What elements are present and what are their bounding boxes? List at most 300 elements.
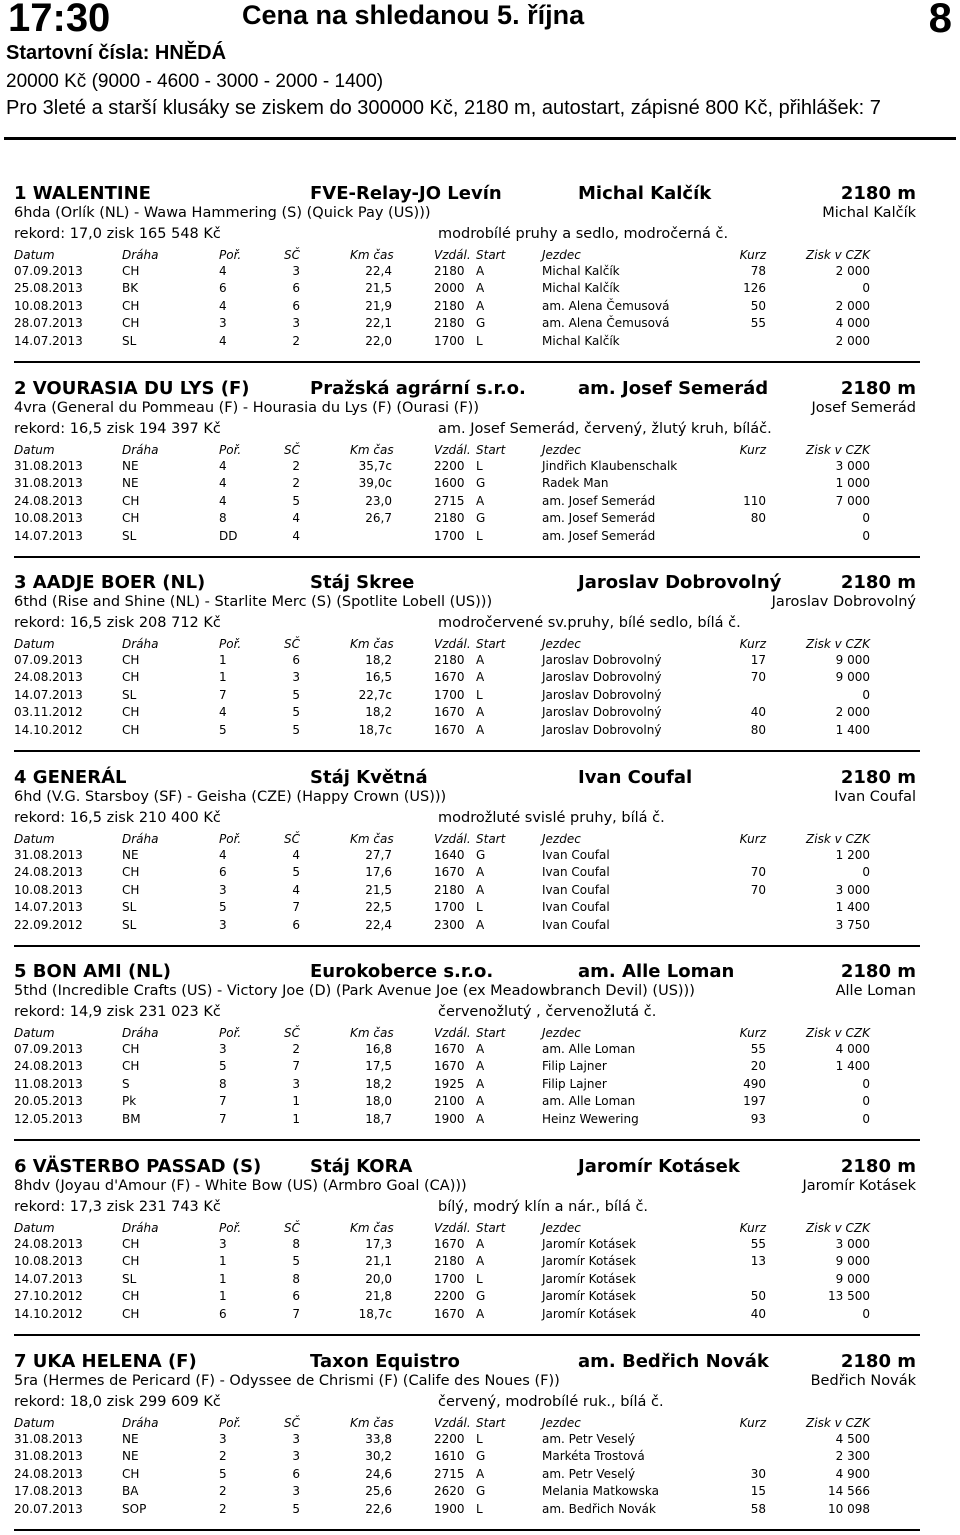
cell-track: BK [122,281,139,296]
horse-headline [14,1351,920,1373]
bib-colors: Startovní čísla: HNĚDÁ [6,42,227,64]
column-header-odds: Kurz [739,1026,766,1040]
horse-driver: Alle Loman [835,983,916,999]
cell-dist: 2180 [434,882,465,897]
cell-prize: 0 [862,528,870,543]
cell-place: 3 [219,882,227,897]
horse-owner: Stáj Květná [310,767,428,788]
table-row [14,264,920,281]
cell-km: 17,6 [365,865,392,880]
cell-place: 3 [219,917,227,932]
table-row [14,900,920,917]
horse-name: 2 VOURASIA DU LYS (F) [14,378,250,399]
cell-start: G [476,1289,486,1304]
cell-sc: 2 [292,476,300,491]
cell-km: 18,2 [365,1076,392,1091]
horse-entry [14,378,920,558]
horse-driver: Jaromír Kotásek [802,1178,916,1194]
cell-dist: 2200 [434,1432,465,1446]
horse-colors: modročervené sv.pruhy, bílé sedlo, bílá č. [438,615,741,631]
cell-place: 7 [219,687,227,702]
column-header-prize: Zisk v CZK [806,248,870,262]
cell-dist: 1900 [434,1111,465,1126]
table-row [14,459,920,476]
cell-prize: 2 000 [835,333,870,348]
column-header-track: Dráha [122,832,159,846]
cell-odds: 126 [743,281,766,296]
horse-colors: modrožluté svislé pruhy, bílá č. [438,810,665,826]
cell-date: 10.08.2013 [14,511,83,526]
form-table [14,459,920,546]
form-column-headers [14,1221,920,1237]
cell-sc: 3 [292,316,300,331]
cell-prize: 1 200 [835,848,870,862]
cell-date: 07.09.2013 [14,1042,83,1056]
cell-prize: 0 [862,1094,870,1109]
cell-date: 10.08.2013 [14,298,83,313]
cell-track: SOP [122,1501,147,1516]
column-header-date: Datum [14,1221,55,1235]
cell-place: 6 [219,865,227,880]
horse-trainer: Jaromír Kotásek [578,1156,740,1177]
cell-odds: 17 [750,653,766,667]
cell-prize: 0 [862,865,870,880]
column-header-odds: Kurz [739,1221,766,1235]
cell-track: CH [122,1059,140,1074]
column-header-dist: Vzdál. [434,1221,471,1235]
cell-prize: 9 000 [835,1271,870,1286]
horse-name: 7 UKA HELENA (F) [14,1351,197,1372]
cell-track: CH [122,1042,140,1056]
cell-start: A [476,670,485,685]
cell-dist: 2200 [434,459,465,473]
horse-record: rekord: 14,9 zisk 231 023 Kč [14,1004,221,1020]
cell-odds: 490 [743,1076,766,1091]
horse-driver: Jaroslav Dobrovolný [771,594,916,610]
cell-prize: 2 000 [835,705,870,720]
section-divider [14,361,920,363]
column-header-place: Poř. [219,1416,242,1430]
cell-date: 24.08.2013 [14,670,83,685]
horse-record-line [14,1199,920,1219]
cell-track: SL [122,900,137,915]
table-row [14,1432,920,1449]
horse-pedigree-line [14,1373,920,1393]
cell-driver: am. Josef Semerád [542,528,656,543]
form-table [14,1432,920,1519]
cell-start: A [476,493,485,508]
cell-odds: 70 [750,865,766,880]
cell-date: 14.10.2012 [14,1306,83,1321]
cell-km: 23,0 [365,493,392,508]
column-header-odds: Kurz [739,1416,766,1430]
cell-dist: 1700 [434,1271,465,1286]
form-table [14,848,920,935]
cell-date: 10.08.2013 [14,882,83,897]
cell-start: G [476,316,486,331]
column-header-km: Km čas [350,832,394,846]
cell-driver: Heinz Wewering [542,1111,639,1126]
cell-sc: 5 [292,687,300,702]
cell-driver: Ivan Coufal [542,882,610,897]
cell-driver: Jaromír Kotásek [542,1271,636,1286]
cell-km: 39,0c [358,476,392,491]
cell-prize: 4 500 [835,1432,870,1446]
cell-prize: 9 000 [835,653,870,667]
cell-track: NE [122,1432,139,1446]
cell-place: 8 [219,511,227,526]
cell-sc: 6 [292,298,300,313]
cell-sc: 6 [292,281,300,296]
cell-dist: 2000 [434,281,465,296]
column-header-driver: Jezdec [542,832,581,846]
column-header-km: Km čas [350,1416,394,1430]
cell-start: G [476,511,486,526]
cell-place: 4 [219,705,227,720]
table-row [14,918,920,935]
cell-prize: 14 566 [828,1484,870,1499]
cell-date: 17.08.2013 [14,1484,83,1499]
cell-date: 31.08.2013 [14,848,83,862]
cell-driver: Jaroslav Dobrovolný [542,687,662,702]
cell-driver: Jaroslav Dobrovolný [542,722,662,737]
cell-km: 25,6 [365,1484,392,1499]
horse-pedigree: 4vra (General du Pommeau (F) - Hourasia du Lys (F) (Ourasi (F)) [14,400,479,416]
cell-date: 31.08.2013 [14,1449,83,1464]
cell-place: 1 [219,1271,227,1286]
column-header-place: Poř. [219,1026,242,1040]
cell-km: 21,1 [365,1254,392,1269]
cell-km: 33,8 [365,1432,392,1446]
column-header-dist: Vzdál. [434,832,471,846]
cell-dist: 1670 [434,865,465,880]
race-distance: 2180 m [840,572,916,593]
cell-track: SL [122,687,137,702]
cell-km: 22,0 [365,333,392,348]
horse-entry [14,961,920,1141]
cell-dist: 1670 [434,1306,465,1321]
race-distance: 2180 m [840,1156,916,1177]
column-header-prize: Zisk v CZK [806,1416,870,1430]
form-column-headers [14,637,920,653]
cell-km: 22,6 [365,1501,392,1516]
cell-km: 18,7 [365,1111,392,1126]
form-table [14,264,920,351]
horse-pedigree: 5thd (Incredible Crafts (US) - Victory Joe (D) (Park Avenue Joe (ex Meadowbranch Devil) (US))) [14,983,695,999]
cell-track: CH [122,1306,140,1321]
horse-trainer: am. Bedřich Novák [578,1351,769,1372]
cell-sc: 6 [292,1466,300,1481]
column-header-driver: Jezdec [542,248,581,262]
cell-start: L [476,1501,483,1516]
cell-dist: 1670 [434,722,465,737]
cell-sc: 2 [292,1042,300,1056]
cell-km: 16,5 [365,670,392,685]
cell-km: 21,8 [365,1289,392,1304]
cell-place: 1 [219,653,227,667]
horse-record-line [14,421,920,441]
horse-colors: červený, modrobílé ruk., bílá č. [438,1394,664,1410]
cell-sc: 3 [292,670,300,685]
table-row [14,723,920,740]
cell-dist: 1670 [434,705,465,720]
column-header-start: Start [476,1416,506,1430]
cell-date: 24.08.2013 [14,1466,83,1481]
table-row [14,1077,920,1094]
cell-driver: Jaromír Kotásek [542,1237,636,1251]
column-header-start: Start [476,1221,506,1235]
cell-start: A [476,1306,485,1321]
cell-start: A [476,298,485,313]
horse-pedigree: 6thd (Rise and Shine (NL) - Starlite Merc (S) (Spotlite Lobell (US))) [14,594,493,610]
cell-place: DD [219,528,238,543]
cell-prize: 3 000 [835,882,870,897]
table-row [14,653,920,670]
horse-pedigree-line [14,400,920,420]
cell-odds: 70 [750,882,766,897]
horse-colors: am. Josef Semerád, červený, žlutý kruh, bíláč. [438,421,772,437]
horse-owner: Eurokoberce s.r.o. [310,961,494,982]
cell-prize: 9 000 [835,670,870,685]
cell-track: CH [122,1254,140,1269]
cell-driver: am. Alle Loman [542,1094,636,1109]
column-header-track: Dráha [122,637,159,651]
cell-start: L [476,528,483,543]
horse-pedigree: 6hd (V.G. Starsboy (SF) - Geisha (CZE) (Happy Crown (US))) [14,789,447,805]
cell-dist: 2180 [434,1254,465,1269]
cell-odds: 197 [743,1094,766,1109]
horse-pedigree-line [14,983,920,1003]
cell-start: G [476,476,486,491]
column-header-date: Datum [14,443,55,457]
cell-prize: 3 000 [835,1237,870,1251]
cell-start: A [476,1059,485,1074]
cell-prize: 13 500 [828,1289,870,1304]
horse-pedigree-line [14,205,920,225]
cell-place: 4 [219,264,227,278]
column-header-driver: Jezdec [542,443,581,457]
cell-place: 1 [219,1254,227,1269]
cell-sc: 2 [292,333,300,348]
horse-name: 4 GENERÁL [14,767,127,788]
horse-headline [14,767,920,789]
horse-driver: Michal Kalčík [822,205,916,221]
horse-name: 1 WALENTINE [14,183,151,204]
cell-track: CH [122,653,140,667]
table-row [14,316,920,333]
horse-record-line [14,226,920,246]
column-header-odds: Kurz [739,832,766,846]
column-header-prize: Zisk v CZK [806,443,870,457]
cell-place: 7 [219,1094,227,1109]
cell-driver: Ivan Coufal [542,900,610,915]
cell-sc: 5 [292,705,300,720]
cell-km: 35,7c [358,459,392,473]
cell-dist: 1700 [434,687,465,702]
race-number: 8 [928,0,952,41]
cell-sc: 2 [292,459,300,473]
cell-place: 4 [219,848,227,862]
column-header-prize: Zisk v CZK [806,1221,870,1235]
cell-km: 30,2 [365,1449,392,1464]
section-divider [14,945,920,947]
cell-date: 31.08.2013 [14,476,83,491]
table-row [14,281,920,298]
cell-track: CH [122,1466,140,1481]
cell-start: A [476,1254,485,1269]
cell-driver: am. Alena Čemusová [542,316,670,331]
horse-pedigree: 8hdv (Joyau d'Amour (F) - White Bow (US) (Armbro Goal (CA))) [14,1178,467,1194]
column-header-odds: Kurz [739,248,766,262]
cell-sc: 4 [292,848,300,862]
cell-place: 2 [219,1449,227,1464]
horse-colors: modrobílé pruhy a sedlo, modročerná č. [438,226,729,242]
cell-track: CH [122,1289,140,1304]
race-conditions: Pro 3leté a starší klusáky se ziskem do 300000 Kč, 2180 m, autostart, zápisné 800 Kč, přihlášek: 7 [6,97,881,119]
cell-dist: 1700 [434,528,465,543]
cell-place: 5 [219,722,227,737]
cell-sc: 6 [292,917,300,932]
column-header-place: Poř. [219,832,242,846]
race-distance: 2180 m [840,183,916,204]
cell-track: CH [122,493,140,508]
cell-odds: 80 [750,511,766,526]
cell-driver: am. Josef Semerád [542,511,656,526]
column-header-date: Datum [14,832,55,846]
cell-start: L [476,1432,483,1446]
table-row [14,1254,920,1271]
cell-driver: Ivan Coufal [542,865,610,880]
horse-trainer: am. Josef Semerád [578,378,769,399]
cell-prize: 9 000 [835,1254,870,1269]
cell-driver: Jaroslav Dobrovolný [542,653,662,667]
cell-km: 27,7 [365,848,392,862]
table-row [14,1094,920,1111]
horse-owner: Stáj KORA [310,1156,413,1177]
cell-km: 18,2 [365,705,392,720]
race-title: Cena na shledanou 5. října [242,0,585,30]
cell-start: L [476,1271,483,1286]
cell-date: 07.09.2013 [14,264,83,278]
horse-record: rekord: 18,0 zisk 299 609 Kč [14,1394,221,1410]
column-header-km: Km čas [350,1221,394,1235]
table-row [14,688,920,705]
cell-sc: 5 [292,493,300,508]
cell-track: S [122,1076,130,1091]
column-header-track: Dráha [122,1221,159,1235]
cell-date: 20.07.2013 [14,1501,83,1516]
horse-trainer: am. Alle Loman [578,961,735,982]
cell-start: G [476,848,486,862]
cell-driver: Filip Lajner [542,1076,607,1091]
cell-km: 21,5 [365,882,392,897]
cell-track: NE [122,848,139,862]
cell-track: BA [122,1484,139,1499]
cell-start: A [476,1466,485,1481]
cell-sc: 4 [292,528,300,543]
cell-prize: 2 000 [835,264,870,278]
cell-place: 1 [219,670,227,685]
cell-track: CH [122,511,140,526]
cell-start: G [476,1484,486,1499]
horse-record: rekord: 17,3 zisk 231 743 Kč [14,1199,221,1215]
cell-start: A [476,1076,485,1091]
cell-place: 5 [219,1059,227,1074]
cell-dist: 1670 [434,670,465,685]
cell-track: CH [122,882,140,897]
cell-dist: 2180 [434,264,465,278]
column-header-driver: Jezdec [542,1026,581,1040]
cell-prize: 1 400 [835,1059,870,1074]
cell-driver: Markéta Trostová [542,1449,645,1464]
cell-date: 27.10.2012 [14,1289,83,1304]
cell-start: L [476,333,483,348]
cell-sc: 4 [292,882,300,897]
horse-entry [14,1351,920,1531]
cell-odds: 20 [750,1059,766,1074]
cell-start: A [476,653,485,667]
horse-pedigree-line [14,789,920,809]
cell-driver: Ivan Coufal [542,917,610,932]
horse-owner: FVE-Relay-JO Levín [310,183,502,204]
cell-sc: 5 [292,1254,300,1269]
cell-odds: 40 [750,1306,766,1321]
horse-owner: Stáj Skree [310,572,415,593]
cell-driver: Jaromír Kotásek [542,1254,636,1269]
horse-pedigree: 5ra (Hermes de Pericard (F) - Odyssee de Chrismi (F) (Calife des Noues (F)) [14,1373,560,1389]
horse-entry [14,183,920,363]
cell-sc: 1 [292,1111,300,1126]
cell-driver: Jaroslav Dobrovolný [542,670,662,685]
column-header-place: Poř. [219,248,242,262]
header-rule [4,137,956,140]
cell-dist: 1670 [434,1059,465,1074]
cell-km: 22,4 [365,264,392,278]
column-header-km: Km čas [350,248,394,262]
cell-km: 17,5 [365,1059,392,1074]
cell-place: 2 [219,1484,227,1499]
cell-driver: am. Petr Veselý [542,1466,636,1481]
cell-start: A [476,882,485,897]
cell-prize: 1 400 [835,722,870,737]
cell-sc: 7 [292,1059,300,1074]
table-row [14,670,920,687]
cell-track: NE [122,459,139,473]
race-distance: 2180 m [840,1351,916,1372]
horse-owner: Pražská agrární s.r.o. [310,378,526,399]
column-header-date: Datum [14,637,55,651]
horse-driver: Josef Semerád [811,400,916,416]
cell-place: 4 [219,476,227,491]
cell-dist: 1700 [434,333,465,348]
cell-driver: Filip Lajner [542,1059,607,1074]
cell-track: CH [122,316,140,331]
cell-prize: 4 900 [835,1466,870,1481]
column-header-driver: Jezdec [542,637,581,651]
cell-start: A [476,264,485,278]
cell-dist: 1670 [434,1042,465,1056]
cell-start: A [476,865,485,880]
cell-driver: am. Bedřich Novák [542,1501,656,1516]
cell-odds: 58 [750,1501,766,1516]
horse-headline [14,961,920,983]
horse-record: rekord: 17,0 zisk 165 548 Kč [14,226,221,242]
column-header-date: Datum [14,1416,55,1430]
column-header-sc: SČ [284,1416,300,1430]
cell-odds: 30 [750,1466,766,1481]
cell-km: 22,4 [365,917,392,932]
cell-start: A [476,1042,485,1056]
